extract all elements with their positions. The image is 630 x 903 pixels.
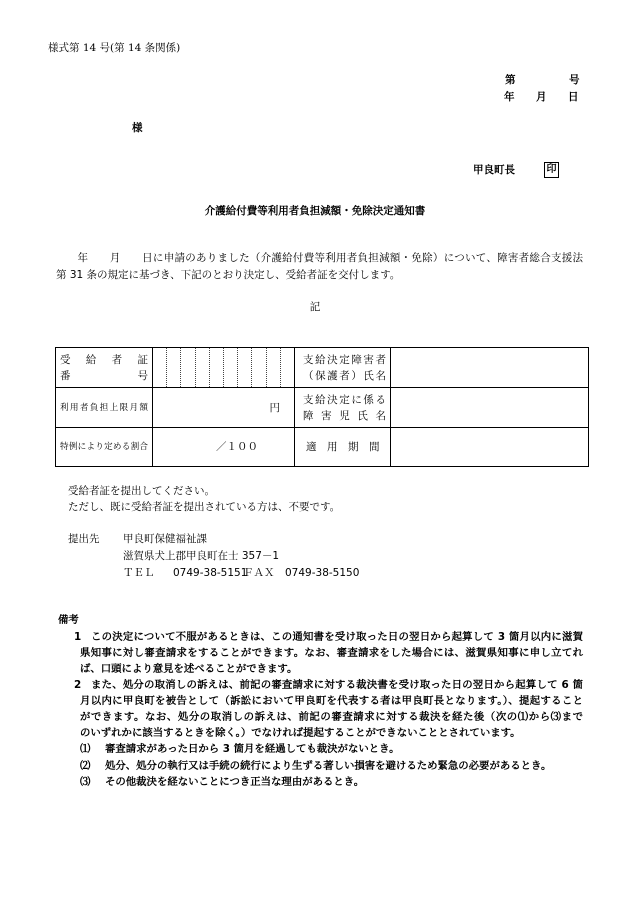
document-title: 介護給付費等利用者負担減額・免除決定通知書: [204, 205, 426, 217]
number-digit-box: [267, 348, 281, 387]
period-label: [295, 428, 391, 467]
ratio-denominator: ／１００: [216, 441, 258, 453]
destination-office: 甲良町保健福祉課: [123, 533, 207, 545]
label-line: 利用者負担上限月額: [60, 402, 148, 413]
remark-line: 月以内に甲良町を被告として（訴訟において甲良町を代表する者は甲良町長となります。）、提起すること: [80, 695, 583, 707]
addressee-suffix: 様: [132, 122, 143, 134]
reference-number-suffix: 号: [569, 74, 580, 86]
special-ratio-field: [153, 428, 295, 467]
period-field: [391, 428, 589, 467]
official-seal-mark: 印: [544, 162, 559, 178]
label-line: 支給決定に係る: [303, 393, 386, 406]
certificate-number-boxes: [153, 348, 295, 388]
label-line: 受 給 者 証: [60, 353, 148, 366]
table-row: [56, 428, 589, 467]
recipient-name-field: [391, 348, 589, 388]
remarks-heading: 備考: [58, 614, 79, 626]
remark-number: 1: [74, 631, 82, 643]
child-name-label: [295, 388, 391, 428]
number-digit-box: [224, 348, 238, 387]
yen-unit: 円: [269, 401, 280, 414]
subitem-number: ⑶: [80, 776, 91, 788]
label-line: 番 号: [60, 369, 148, 382]
destination-address: 滋賀県犬上郡甲良町在士 357－1: [123, 550, 280, 562]
date-year: 年: [504, 91, 515, 103]
recipient-name-label: [295, 348, 391, 388]
submission-exception: ただし、既に受給者証を提出されている方は、不要です。: [68, 501, 341, 513]
label-line: 特例により定める割合: [60, 442, 148, 452]
number-digit-box: [181, 348, 195, 387]
number-digit-box: [252, 348, 266, 387]
remark-line: 県知事に対し審査請求をすることができます。なお、審査請求をした場合には、滋賀県知事に申し立てれ: [80, 647, 583, 659]
child-name-field: [391, 388, 589, 428]
destination-label: 提出先: [68, 533, 100, 545]
reference-number-prefix: 第: [505, 74, 516, 86]
remark-line: ができます。なお、処分の取消しの訴えは、前記の審査請求に対する裁決を経た後（次の⑴から⑶まで: [80, 711, 583, 723]
remark-line: また、処分の取消しの訴えは、前記の審査請求に対する裁決書を受け取った日の翌日から起算して 6 箇: [91, 679, 583, 691]
remark-line: ば、口頭により意見を述べることができます。: [80, 663, 298, 675]
number-digit-box: [196, 348, 210, 387]
decision-details-table: [55, 347, 589, 467]
label-line: 適 用 期 間: [306, 441, 380, 453]
number-digit-box: [167, 348, 181, 387]
table-row: [56, 348, 589, 388]
body-line: 年 月 日に申請のありました（介護給付費等利用者負担減額・免除）について、障害者総合支援法: [56, 252, 583, 264]
monthly-cap-field: [153, 388, 295, 428]
subitem-text: 処分、処分の執行又は手続の続行により生ずる著しい損害を避けるため緊急の必要があるとき。: [105, 760, 552, 772]
fax-number: 0749-38-5150: [285, 567, 360, 579]
issuer-name: 甲良町長: [473, 164, 515, 176]
label-line: （保護者）氏名: [303, 369, 386, 382]
date-month: 月: [536, 91, 547, 103]
subitem-number: ⑵: [80, 760, 91, 772]
monthly-cap-label: [56, 388, 153, 428]
number-digit-box: [153, 348, 167, 387]
remark-number: 2: [74, 679, 82, 691]
label-line: 支給決定障害者: [303, 353, 386, 366]
remark-line: のいずれかに該当するときを除く。）でなければ提起することができないこととされています。: [80, 727, 521, 739]
special-ratio-label: [56, 428, 153, 467]
note-heading: 記: [309, 301, 321, 313]
date-day: 日: [568, 91, 579, 103]
fax-label: ＦＡＸ: [243, 567, 275, 579]
subitem-text: 審査請求があった日から 3 箇月を経過しても裁決がないとき。: [105, 743, 400, 755]
tel-number: 0749-38-5151: [173, 567, 248, 579]
tel-label: ＴＥＬ: [123, 567, 155, 579]
body-line: 第 31 条の規定に基づき、下記のとおり決定し、受給者証を交付します。: [56, 269, 401, 281]
subitem-text: その他裁決を経ないことにつき正当な理由があるとき。: [105, 776, 365, 788]
form-number: 様式第 14 号(第 14 条関係): [48, 42, 181, 54]
number-digit-box: [238, 348, 252, 387]
certificate-number-label: [56, 348, 153, 388]
table-row: [56, 388, 589, 428]
submission-instruction: 受給者証を提出してください。: [68, 485, 215, 497]
number-digit-box: [281, 348, 294, 387]
digit-box-row: [153, 348, 294, 387]
remark-line: この決定について不服があるときは、この通知書を受け取った日の翌日から起算して 3 箇月以内に滋賀: [91, 631, 583, 643]
subitem-number: ⑴: [80, 743, 91, 755]
label-line: 障 害 児 氏 名: [303, 409, 386, 422]
number-digit-box: [210, 348, 224, 387]
